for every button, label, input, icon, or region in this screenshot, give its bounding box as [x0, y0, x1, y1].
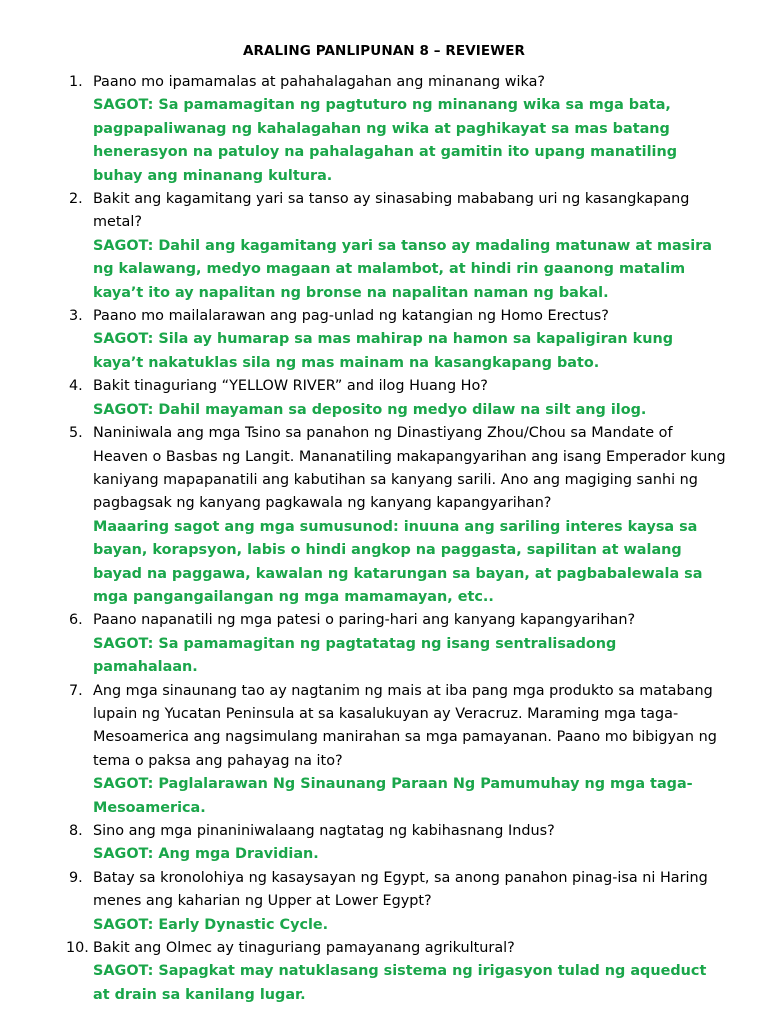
question-text: Paano napanatili ng mga patesi o paring-hari ang kanyang kapangyarihan? — [93, 612, 636, 629]
question-item-1 — [66, 71, 726, 188]
answer-text: SAGOT: Dahil ang kagamitang yari sa tanso ay madaling matunaw at masira ng kalawang, medyo magaan at malambot, at hindi rin gaanong matalim kaya’t ito ay napalitan ng bronse na napalitan naman ng bakal. — [93, 237, 712, 301]
answer-text: SAGOT: Sapagkat may natuklasang sistema ng irigasyon tulad ng aqueduct at drain sa kanilang lugar. — [93, 963, 707, 1003]
question-text: Sino ang mga pinaniniwalaang nagtatag ng kabihasnang Indus? — [93, 823, 555, 839]
question-number: 4. — [69, 378, 83, 395]
question-text: Ang mga sinaunang tao ay nagtanim ng mais at iba pang mga produkto sa matabang lupain ng Yucatan Peninsula at sa kasalukuyan ay Veracruz. Maraming mga taga-Mesoamerica ang nagsimulang manirahan sa mga pamayanan. Paano mo bibigyan ng tema o paksa ang pahayag na ito? — [93, 682, 717, 769]
question-list — [66, 71, 726, 1007]
question-number: 10. — [66, 940, 89, 957]
question-item-8 — [66, 820, 726, 867]
question-text: Paano mo mailalarawan ang pag-unlad ng katangian ng Homo Erectus? — [93, 308, 609, 325]
question-text: Naniniwala ang mga Tsino sa panahon ng Dinastiyang Zhou/Chou sa Mandate of Heaven o Basbas ng Langit. Mananatiling makapangyarihan ang isang Emperador kung kaniyang mapapanatili ang kabutihan sa kanyang sarili. Ano ang magiging sanhi ng pagbagsak ng kanyang pagkawala ng kanyang kapangyarihan? — [93, 425, 726, 512]
answer-text: SAGOT: Sa pamamagitan ng pagtuturo ng minanang wika sa mga bata, pagpapaliwanag ng kahalagahan ng wika at paghikayat sa mas batang henerasyon na patuloy na pahalagahan at gamitin ito upang manatiling buhay ang minanang kultura. — [93, 97, 678, 184]
question-number: 3. — [69, 308, 83, 325]
document-title: ARALING PANLIPUNAN 8 – REVIEWER — [242, 43, 526, 59]
question-item-4 — [66, 375, 726, 422]
question-number: 1. — [69, 74, 83, 90]
answer-text: SAGOT: Ang mga Dravidian. — [93, 846, 319, 863]
question-number: 2. — [69, 191, 83, 208]
answer-text: SAGOT: Dahil mayaman sa deposito ng medyo dilaw na silt ang ilog. — [93, 401, 647, 418]
question-number: 8. — [69, 823, 83, 839]
question-text: Batay sa kronolohiya ng kasaysayan ng Egypt, sa anong panahon pinag-isa ni Haring menes ang kaharian ng Upper at Lower Egypt? — [93, 869, 708, 910]
question-text: Bakit ang Olmec ay tinaguriang pamayanang agrikultural? — [93, 940, 515, 957]
question-item-2 — [66, 188, 726, 305]
question-item-3 — [66, 305, 726, 375]
answer-text: Maaaring sagot ang mga sumusunod: inuuna ang sariling interes kaysa sa bayan, korapsyon, labis o hindi angkop na paggasta, sapilitan at walang bayad na paggawa, kawalan ng katarungan sa bayan, at pagbabalewala sa mga pangangailangan ng mga mamamayan, etc.. — [93, 518, 703, 605]
question-text: Bakit tinaguriang “YELLOW RIVER” and ilog Huang Ho? — [93, 378, 488, 395]
question-number: 5. — [69, 425, 83, 442]
question-item-9 — [66, 867, 726, 937]
question-item-6 — [66, 609, 726, 679]
answer-text: SAGOT: Paglalarawan Ng Sinaunang Paraan Ng Pamumuhay ng mga taga-Mesoamerica. — [93, 776, 693, 816]
answer-text: SAGOT: Sa pamamagitan ng pagtatatag ng isang sentralisadong pamahalaan. — [93, 635, 617, 676]
question-text: Bakit ang kagamitang yari sa tanso ay sinasabing mababang uri ng kasangkapang metal? — [93, 191, 690, 231]
answer-text: SAGOT: Sila ay humarap sa mas mahirap na hamon sa kapaligiran kung kaya’t nakatuklas sila ng mas mainam na kasangkapang bato. — [93, 331, 673, 371]
question-number: 6. — [69, 612, 83, 629]
question-number: 7. — [69, 682, 83, 699]
question-text: Paano mo ipamamalas at pahahalagahan ang minanang wika? — [93, 74, 546, 90]
question-item-5 — [66, 422, 726, 609]
question-item-7 — [66, 680, 726, 820]
question-number: 9. — [69, 869, 83, 886]
answer-text: SAGOT: Early Dynastic Cycle. — [93, 916, 329, 933]
question-item-10 — [66, 937, 726, 1007]
